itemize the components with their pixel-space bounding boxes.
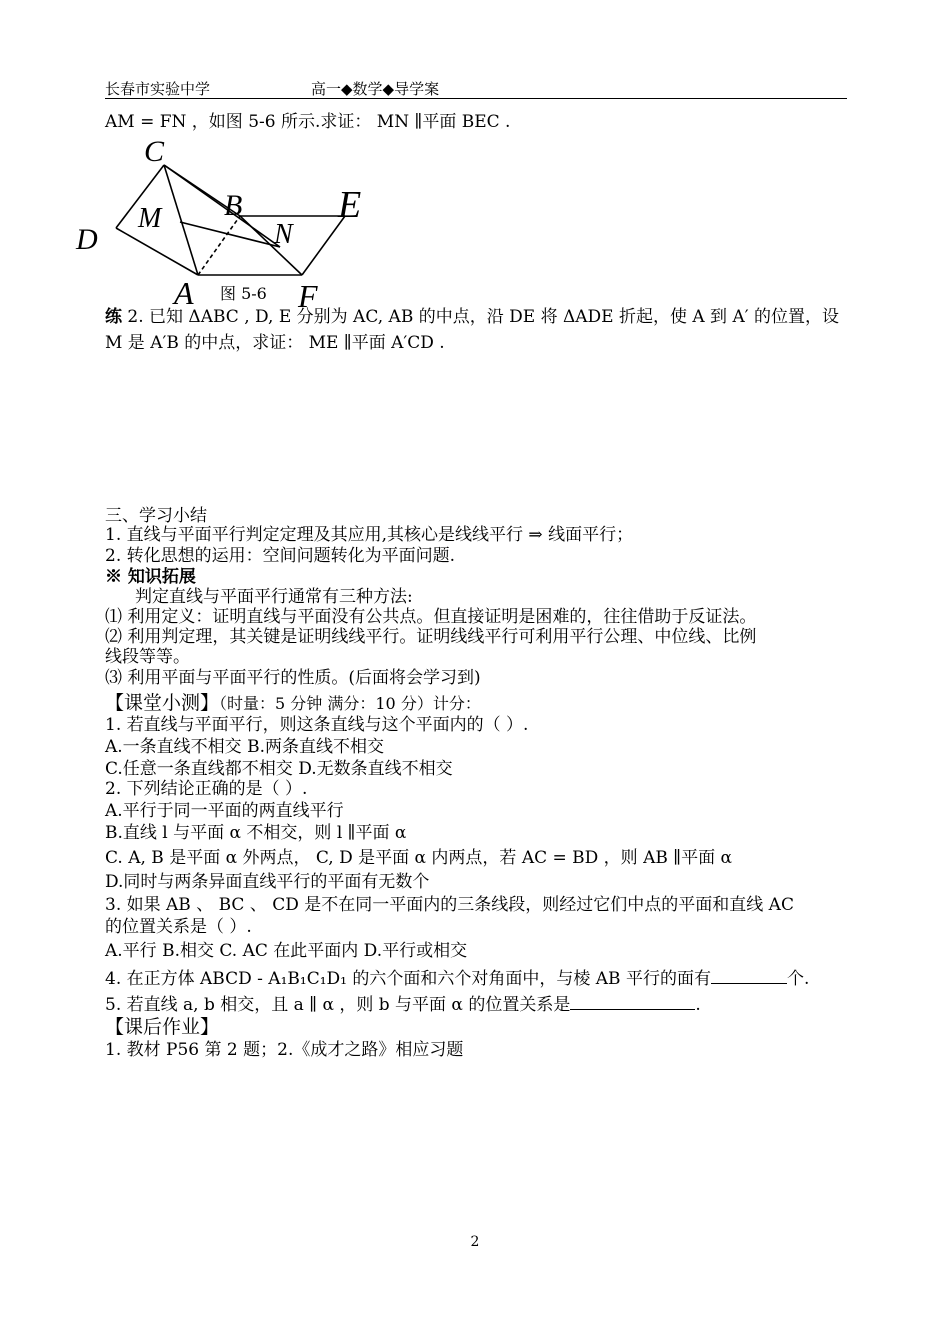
page-number: 2 [470, 1234, 480, 1250]
answer-blank-q4[interactable] [711, 967, 787, 984]
quiz-q2-option-a: A.平行于同一平面的两直线平行 [105, 801, 344, 821]
extension-method-3: ⑶ 利用平面与平面平行的性质。(后面将会学习到) [105, 668, 481, 688]
quiz-question-3-cont: 的位置关系是（ ）. [105, 917, 252, 937]
summary-item-2: 2. 转化思想的运用：空间问题转化为平面问题. [105, 546, 456, 566]
figure-caption: 图 5-6 [220, 284, 267, 303]
exercise-2-line-2: M 是 A′B 的中点，求证： ME ∥平面 A′CD . [105, 333, 445, 353]
label-a: A [174, 275, 194, 310]
exercise-prefix: 练 [105, 307, 122, 327]
quiz-heading: 【课堂小测】 [105, 692, 220, 714]
quiz-q2-option-b: B.直线 l 与平面 α 不相交，则 l ∥平面 α [105, 823, 407, 843]
intro-statement: AM = FN ，如图 5-6 所示.求证： MN ∥平面 BEC . [105, 112, 511, 132]
quiz-q4-text: 4. 在正方体 ABCD - A₁B₁C₁D₁ 的六个面和六个对角面中，与棱 AB 平行的面有 [105, 969, 711, 989]
quiz-question-4 [105, 967, 809, 989]
extension-method-2-cont: 线段等等。 [105, 647, 190, 667]
quiz-question-1: 1. 若直线与平面平行，则这条直线与这个平面内的（ ）. [105, 715, 529, 735]
segment-mn [180, 222, 280, 247]
school-name: 长春市实验中学 [105, 80, 211, 98]
quiz-q3-options: A.平行 B.相交 C. AC 在此平面内 D.平行或相交 [105, 941, 468, 961]
homework-text: 1. 教材 P56 第 2 题；2.《成才之路》相应习题 [105, 1040, 464, 1060]
extension-heading: ※ 知识拓展 [105, 567, 196, 587]
figure-5-6 [70, 135, 380, 310]
quiz-question-2: 2. 下列结论正确的是（ ）. [105, 779, 308, 799]
label-d: D [76, 223, 98, 256]
summary-heading: 三、学习小结 [105, 506, 207, 526]
label-b: B [224, 189, 243, 222]
exercise-2-line-1 [105, 307, 839, 327]
hidden-edge-ab [198, 216, 240, 275]
quiz-q5-suffix: . [695, 995, 701, 1015]
answer-blank-q5[interactable] [570, 993, 695, 1010]
segment-cn [164, 165, 280, 247]
homework-heading: 【课后作业】 [105, 1016, 220, 1038]
quiz-header-line [105, 693, 481, 714]
extension-method-2: ⑵ 利用判定理，其关键是证明线线平行。证明线线平行可利用平行公理、中位线、比例 [105, 627, 757, 647]
quiz-q1-options-cd: C.任意一条直线都不相交 D.无数条直线不相交 [105, 759, 453, 779]
quiz-question-5 [105, 993, 701, 1015]
summary-item-1: 1. 直线与平面平行判定定理及其应用,其核心是线线平行 ⇒ 线面平行； [105, 525, 634, 545]
quiz-q4-suffix: 个. [786, 969, 810, 989]
course-title: 高一◆数学◆导学案 [311, 80, 440, 98]
label-e: E [338, 184, 362, 226]
quiz-q5-text: 5. 若直线 a, b 相交，且 a ∥ α ，则 b 与平面 α 的位置关系是 [105, 995, 571, 1015]
label-m: M [138, 203, 162, 234]
quiz-q2-option-d: D.同时与两条异面直线平行的平面有无数个 [105, 872, 430, 892]
extension-intro: 判定直线与平面平行通常有三种方法: [135, 587, 413, 607]
extension-method-1: ⑴ 利用定义：证明直线与平面没有公共点。但直接证明是困难的，往往借助于反证法。 [105, 607, 757, 627]
page-header [105, 78, 847, 99]
exercise-2-text: 2. 已知 ΔABC , D, E 分别为 AC, AB 的中点，沿 DE 将 ΔADE 折起，使 A 到 A′ 的位置，设 [122, 307, 839, 327]
quiz-q2-option-c: C. A, B 是平面 α 外两点， C, D 是平面 α 内两点，若 AC = BD ，则 AB ∥平面 α [105, 848, 732, 868]
quiz-q1-options-ab: A.一条直线不相交 B.两条直线不相交 [105, 737, 384, 757]
quiz-meta: （时量：5 分钟 满分：10 分）计分： [219, 694, 481, 713]
quiz-question-3: 3. 如果 AB 、 BC 、 CD 是不在同一平面内的三条线段，则经过它们中点的平面和直线 AC [105, 895, 794, 915]
label-c: C [144, 135, 165, 168]
label-n: N [274, 219, 293, 250]
label-f: F [298, 278, 318, 310]
